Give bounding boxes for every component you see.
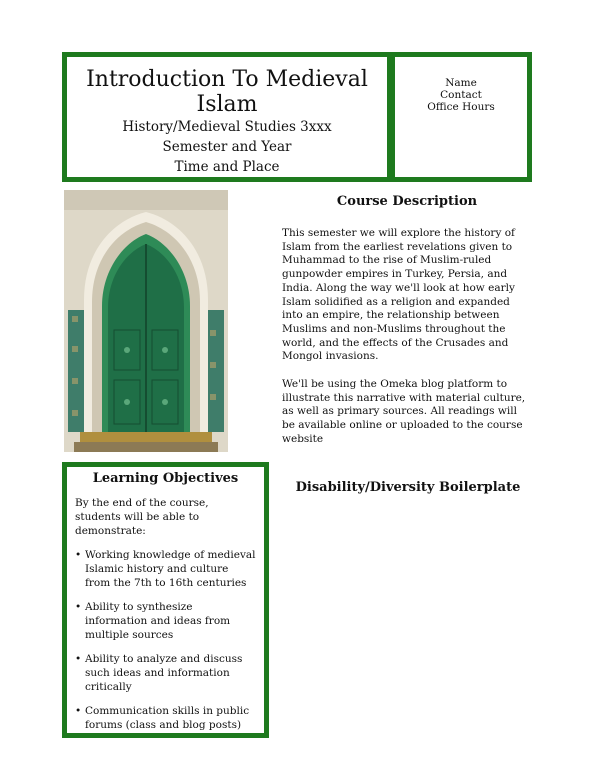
department-code: History/Medieval Studies 3xxx [122,119,332,135]
learning-objectives-intro: By the end of the course, students will be able to demonstrate: [75,497,209,537]
list-item: • Communication skills in public forums (class and blog posts) [75,704,256,732]
contact-box [390,52,532,182]
course-description-paragraph-1: This semester we will explore the history of Islam from the earliest revelations given to Muhammad to the rise of Muslim-ruled gunpowder empires in Turkey, Persia, and India. Along the way we'll look at how early Islam solidified as a religion and expanded into an empire, the relationship between Muslims and non-Muslims throughout the world, and the effects of the Crusades and Mongol invasions. [282,227,515,363]
office-hours: Office Hours [427,101,495,113]
course-title: Introduction To Medieval Islam [86,67,368,117]
learning-objectives-box [62,462,269,738]
door-image [64,190,228,452]
instructor-name: Name [445,77,477,89]
list-item: • Ability to analyze and discuss such ideas and information critically [75,652,256,694]
list-item: • Working knowledge of medieval Islamic history and culture from the 7th to 16th centuries [75,548,256,590]
learning-objectives-list [75,548,256,732]
course-description-paragraph-2: We'll be using the Omeka blog platform to illustrate this narrative with material culture, as well as primary sources. All readings will be available online or uploaded to the course website [282,378,526,445]
course-description-heading: Course Description [336,194,478,209]
title-box [62,52,392,182]
time-place: Time and Place [174,159,280,175]
course-description-section [282,194,532,447]
instructor-contact: Contact [440,89,482,101]
list-item: • Ability to synthesize information and ideas from multiple sources [75,600,256,642]
semester-year: Semester and Year [162,139,292,155]
learning-objectives-heading: Learning Objectives [92,471,239,486]
disability-heading: Disability/Diversity Boilerplate [295,480,521,495]
